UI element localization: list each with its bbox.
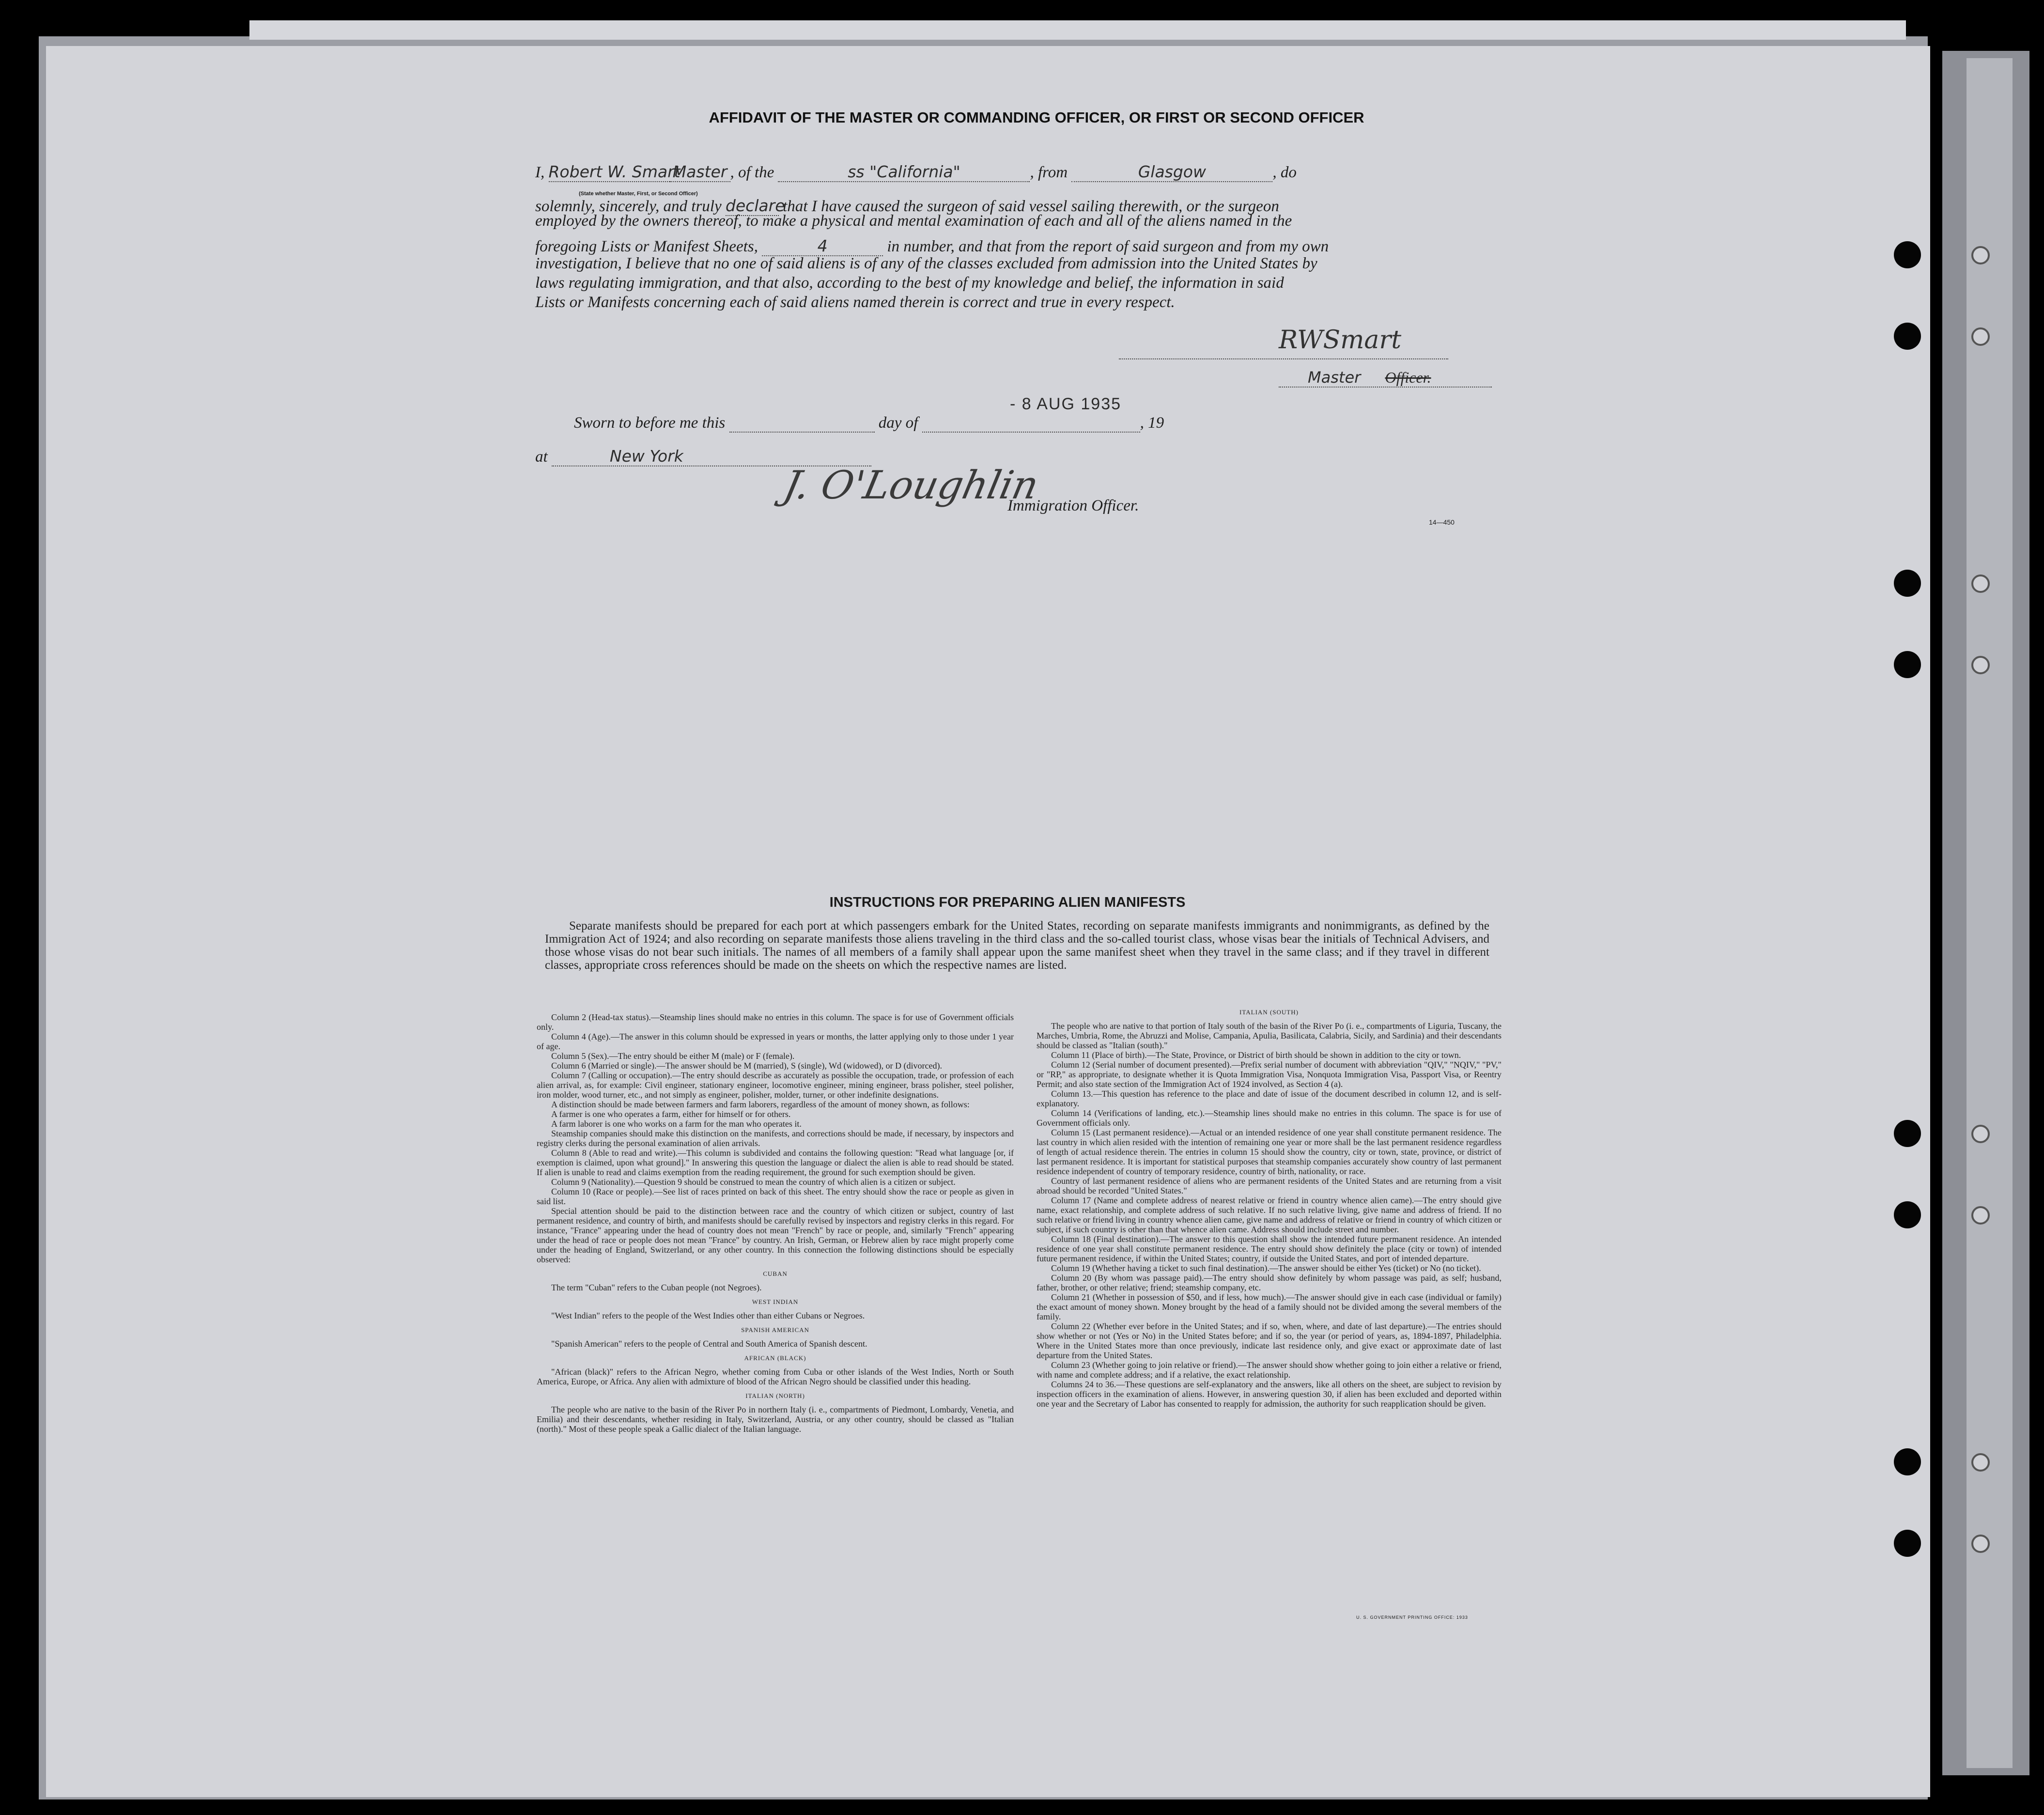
instruction-paragraph: Column 4 (Age).—The answer in this column should be expressed in years or months, the latter applying only to those under 1 year of age. xyxy=(537,1032,1014,1051)
instruction-paragraph: Column 15 (Last permanent residence).—Actual or an intended residence of one year shall constitute permanent residence. The last country in which alien resided with the intention of remaining one year or more shall be the last permanent residence regardless of length of actual residence therein. The entries in column 15 should show the country, city or town, state, province, or district of last permanent residence. It is important for statistical purposes that steamship companies accurately show country of last permanent residence independent of country of temporary residence, country of birth, nationality, or race. xyxy=(1037,1128,1502,1176)
binder-ring xyxy=(1971,574,1990,593)
declare-field: declare xyxy=(725,196,785,215)
sworn-text: Sworn to before me this xyxy=(574,414,726,432)
binder-ring xyxy=(1971,327,1990,346)
instruction-paragraph: Country of last permanent residence of aliens who are permanent residents of the United States and are returning from a visit abroad should be recorded "United States." xyxy=(1037,1176,1502,1195)
punch-hole xyxy=(1894,1201,1921,1228)
affidavit-text: that I have caused the surgeon of said vessel sailing therewith, or the surgeon xyxy=(783,198,1279,215)
instruction-paragraph: Column 13.—This question has reference to the place and date of issue of the document described in column 12, and is self-explanatory. xyxy=(1037,1089,1502,1108)
instruction-paragraph: Column 22 (Whether ever before in the United States; and if so, when, where, and date of last departure).—The entries should show whether or not (Yes or No) in the United States before; and if so, the year (or period of years, as, 1894-1897, Philadelphia. Where in the United States more than once previously, indicate last residence only, and give exact or approximate date of last departure from the United States. xyxy=(1037,1321,1502,1360)
sworn-month-field xyxy=(922,413,1140,433)
printing-office-imprint: U. S. GOVERNMENT PRINTING OFFICE: 1933 xyxy=(1356,1615,1468,1620)
affidavit-text: foregoing Lists or Manifest Sheets, xyxy=(535,238,758,255)
affidavit-line-6: laws regulating immigration, and that also, according to the best of my knowledge and belief, the information in said xyxy=(535,274,1284,292)
officer-line xyxy=(1279,387,1492,388)
punch-hole xyxy=(1894,1448,1921,1475)
punch-hole xyxy=(1894,241,1921,268)
instruction-paragraph: Steamship companies should make this distinction on the manifests, and corrections should be made, if necessary, by inspectors and registry clerks during the personal examination of alien arrivals. xyxy=(537,1129,1014,1148)
instruction-paragraph: Column 20 (By whom was passage paid).—The entry should show definitely by whom passage was paid, as self; husband, father, brother, or other relative; friend; steamship company, etc. xyxy=(1037,1273,1502,1292)
affidavit-line-1 xyxy=(535,162,1297,182)
day-of-text: day of xyxy=(878,414,918,432)
date-stamp: - 8 AUG 1935 xyxy=(1010,395,1122,413)
section-heading-cuban: CUBAN xyxy=(763,1270,788,1277)
punch-hole xyxy=(1894,323,1921,350)
punch-hole xyxy=(1894,570,1921,597)
year-text: , 19 xyxy=(1140,414,1164,432)
instructions-left-column xyxy=(537,1012,1014,1434)
binder-ring xyxy=(1971,656,1990,674)
instruction-paragraph: The term "Cuban" refers to the Cuban people (not Negroes). xyxy=(551,1283,762,1292)
do-text: , do xyxy=(1272,164,1297,181)
punch-hole xyxy=(1894,651,1921,678)
instruction-paragraph: Column 10 (Race or people).—See list of races printed on back of this sheet. The entry should show the race or people as given in said list. xyxy=(537,1187,1014,1206)
top-sheet-edge xyxy=(249,20,1906,40)
sworn-line xyxy=(574,413,1164,433)
affidavit-line-5: investigation, I believe that no one of said aliens is of any of the classes excluded from admission into the United States by xyxy=(535,255,1317,272)
form-number: 14—450 xyxy=(1429,518,1455,526)
punch-hole xyxy=(1894,1120,1921,1147)
at-text: at xyxy=(535,448,548,465)
immigration-officer-signature: J. O'Loughlin xyxy=(780,463,1043,508)
instruction-paragraph: "African (black)" refers to the African Negro, whether coming from Cuba or other islands of the West Indies, North or South America, Europe, or Africa. Any alien with admixture of blood of the African Negro should be classified under this heading. xyxy=(537,1367,1014,1386)
binder-ring xyxy=(1971,1453,1990,1472)
binder-ring xyxy=(1971,1535,1990,1553)
affidavit-i: I, xyxy=(535,164,545,181)
affidavit-line-3: employed by the owners thereof, to make a physical and mental examination of each and all of the aliens named in the xyxy=(535,212,1292,230)
instruction-paragraph: Column 12 (Serial number of document presented).—Prefix serial number of document with abbreviation "QIV," "NQIV," "PV," or "RP," as appropriate, to designate whether it is Quota Immigration Visa, Nonquota Immigration Visa, Passport Visa, or Reentry Permit; and also state section of the Immigration Act of 1924 involved, as Section 4 (a). xyxy=(1037,1060,1502,1089)
instruction-paragraph: The people who are native to the basin of the River Po in northern Italy (i. e., compartments of Piedmont, Lombardy, Venetia, and Emilia) and their descendants, whether residing in Italy, Switzerland, Austria, or any other country, should be classed as "Italian (north)." Most of these people speak a Gallic dialect of the Italian language. xyxy=(537,1405,1014,1434)
master-name-field: Robert W. Smart xyxy=(548,162,681,181)
instruction-paragraph: Column 7 (Calling or occupation).—The entry should describe as accurately as possible the occupation, trade, or profession of each alien arrival, as, for example: Civil engineer, stationary engineer, locomotive engineer, mining engineer, brass polisher, steel polisher, iron molder, wood turner, etc., and not simply as engineer, polisher, molder, turner, or other indefinite designations. xyxy=(537,1070,1014,1100)
instruction-paragraph: "West Indian" refers to the people of the West Indies other than either Cubans or Negroes. xyxy=(551,1311,865,1320)
sworn-day-field xyxy=(729,413,875,433)
instruction-paragraph: Column 18 (Final destination).—The answer to this question shall show the intended future permanent residence. An intended residence of one year shall constitute permanent residence. The entry should show definitely the place (city or town) of intended future permanent residence, if within the United States; country, if outside the United States, and port of intended departure. xyxy=(1037,1234,1502,1263)
port-field: Glasgow xyxy=(1071,162,1272,182)
immigration-officer-label: Immigration Officer. xyxy=(1007,497,1139,514)
officer-rank: Master xyxy=(1308,368,1361,387)
instruction-paragraph: Column 11 (Place of birth).—The State, Province, or District of birth should be shown in addition to the city or town. xyxy=(1051,1050,1461,1060)
affidavit-line-7: Lists or Manifests concerning each of said aliens named therein is correct and true in every respect. xyxy=(535,294,1175,311)
punch-hole xyxy=(1894,1530,1921,1557)
officer-word: Officer. xyxy=(1385,369,1431,386)
affidavit-text: in number, and that from the report of said surgeon and from my own xyxy=(887,238,1329,255)
place-field: New York xyxy=(552,447,871,466)
instructions-title: INSTRUCTIONS FOR PREPARING ALIEN MANIFESTS xyxy=(829,895,1186,910)
binder-ring xyxy=(1971,1125,1990,1143)
vessel-field: ss "California" xyxy=(778,162,1030,182)
instruction-paragraph: Column 8 (Able to read and write).—This column is subdivided and contains the following question: "Read what language [or, if exemption is claimed, upon what ground]." In answering this question the language or dialect the alien is able to read should be stated. If alien is unable to read and claims exemption from the reading requirement, the ground for such exemption should be given. xyxy=(537,1148,1014,1177)
binder-edge-inner xyxy=(1967,58,2013,1768)
binder-ring xyxy=(1971,1206,1990,1225)
section-heading-african: AFRICAN (BLACK) xyxy=(744,1354,806,1362)
instruction-paragraph: Column 19 (Whether having a ticket to such final destination).—The answer should be either Yes (ticket) or No (no ticket). xyxy=(1051,1263,1481,1273)
instruction-paragraph: Column 14 (Verifications of landing, etc.).—Steamship lines should make no entries in this column. The space is for use of Government officials only. xyxy=(1037,1108,1502,1128)
binder-ring xyxy=(1971,246,1990,264)
instruction-paragraph: "Spanish American" refers to the people of Central and South America of Spanish descent. xyxy=(551,1339,867,1349)
instruction-paragraph: Column 5 (Sex).—The entry should be either M (male) or F (female). xyxy=(551,1051,795,1061)
section-heading-italian-south: ITALIAN (SOUTH) xyxy=(1239,1008,1299,1016)
instruction-paragraph: Column 21 (Whether in possession of $50, and if less, how much).—The answer should give in each case (individual or family) the exact amount of money shown. Money brought by the head of a family should not be divided among the several members of the family. xyxy=(1037,1292,1502,1321)
instruction-paragraph: Column 17 (Name and complete address of nearest relative or friend in country whence alien came).—The entry should give name, exact relationship, and complete address of such relative. If no such relative living, give name and address of friend. If no such relative or friend living in country whence alien came, give name and address of relative or friend in country of which citizen or subject, if such country is other than that whence alien came. Address should include street and number. xyxy=(1037,1195,1502,1234)
from-text: , from xyxy=(1030,164,1068,181)
instructions-right-column xyxy=(1037,1003,1502,1409)
sheet-count-field: 4 xyxy=(762,236,883,256)
section-heading-west-indian: WEST INDIAN xyxy=(752,1298,799,1305)
instruction-paragraph: A farm laborer is one who works on a farm for the man who operates it. xyxy=(551,1119,802,1129)
instruction-paragraph: Column 2 (Head-tax status).—Steamship lines should make no entries in this column. The space is for use of Government officials only. xyxy=(537,1012,1014,1032)
of-the-text: , of the xyxy=(730,164,774,181)
signature-line xyxy=(1119,358,1448,359)
officer-title xyxy=(1308,368,1431,387)
section-heading-spanish-american: SPANISH AMERICAN xyxy=(741,1326,809,1334)
instruction-paragraph: Special attention should be paid to the distinction between race and the country of which citizen or subject, country of last permanent residence, and country of birth, and manifests should be carefully revised by inspectors and registry clerks in this regard. For instance, "France" appearing under the head of country does not mean "French" by race or people, and, similarly "French" appearing under the head of race or people does not mean "France" by country. An Irish, German, or Hebrew alien by race might properly come under the heading of England, Switzerland, or any other country. In this connection the following distinctions should be especially observed: xyxy=(537,1206,1014,1264)
instruction-paragraph: The people who are native to that portion of Italy south of the basin of the River Po (i. e., compartments of Liguria, Tuscany, the Marches, Umbria, Rome, the Abruzzi and Molise, Campania, Apulia, Basilicata, Calabria, Sicily, and Sardinia) and their descendants should be classed as "Italian (south)." xyxy=(1037,1021,1502,1050)
instruction-paragraph: A distinction should be made between farmers and farm laborers, regardless of the amount of money shown, as follows: xyxy=(551,1100,970,1109)
instruction-paragraph: Columns 24 to 36.—These questions are self-explanatory and the answers, like all others on the sheet, are subject to revision by inspection officers in the examination of aliens. However, in answering question 30, if alien has been excluded and deported within one year and the Secretary of Labor has consented to reapply for admission, the authority for such reapplication should be given. xyxy=(1037,1380,1502,1409)
affidavit-title: AFFIDAVIT OF THE MASTER OR COMMANDING OFFICER, OR FIRST OR SECOND OFFICER xyxy=(709,109,1364,126)
affidavit-line-4 xyxy=(535,236,1329,256)
rank-note: (State whether Master, First, or Second Officer) xyxy=(579,191,698,197)
instruction-paragraph: Column 23 (Whether going to join relative or friend).—The answer should show whether going to join either a relative or friend, with name and complete address; and if a relative, the exact relationship. xyxy=(1037,1360,1502,1380)
instruction-paragraph: Column 6 (Married or single).—The answer should be M (married), S (single), Wd (widowed), or D (divorced). xyxy=(551,1061,942,1070)
instructions-intro: Separate manifests should be prepared for each port at which passengers embark for the United States, recording on separate manifests immigrants and nonimmigrants, as defined by the Immigration Act of 1924; and also recording on separate manifests those aliens traveling in the third class and the so-called tourist class, whose visas bear the initials of Technical Advisers, and those whose visas do not bear such initials. The names of all members of a family shall appear upon the same manifest sheet when they travel in the same class; and if they travel in different classes, appropriate cross references should be made on the sheets on which the respective names are listed. xyxy=(545,919,1489,972)
instruction-paragraph: Column 9 (Nationality).—Question 9 should be construed to mean the country of which alien is a citizen or subject. xyxy=(551,1177,956,1187)
section-heading-italian-north: ITALIAN (NORTH) xyxy=(745,1392,805,1399)
master-signature: RWSmart xyxy=(1279,326,1402,355)
instruction-paragraph: A farmer is one who operates a farm, either for himself or for others. xyxy=(551,1109,791,1119)
affidavit-text: solemnly, sincerely, and truly xyxy=(535,198,722,215)
rank-field: Master xyxy=(670,162,730,182)
